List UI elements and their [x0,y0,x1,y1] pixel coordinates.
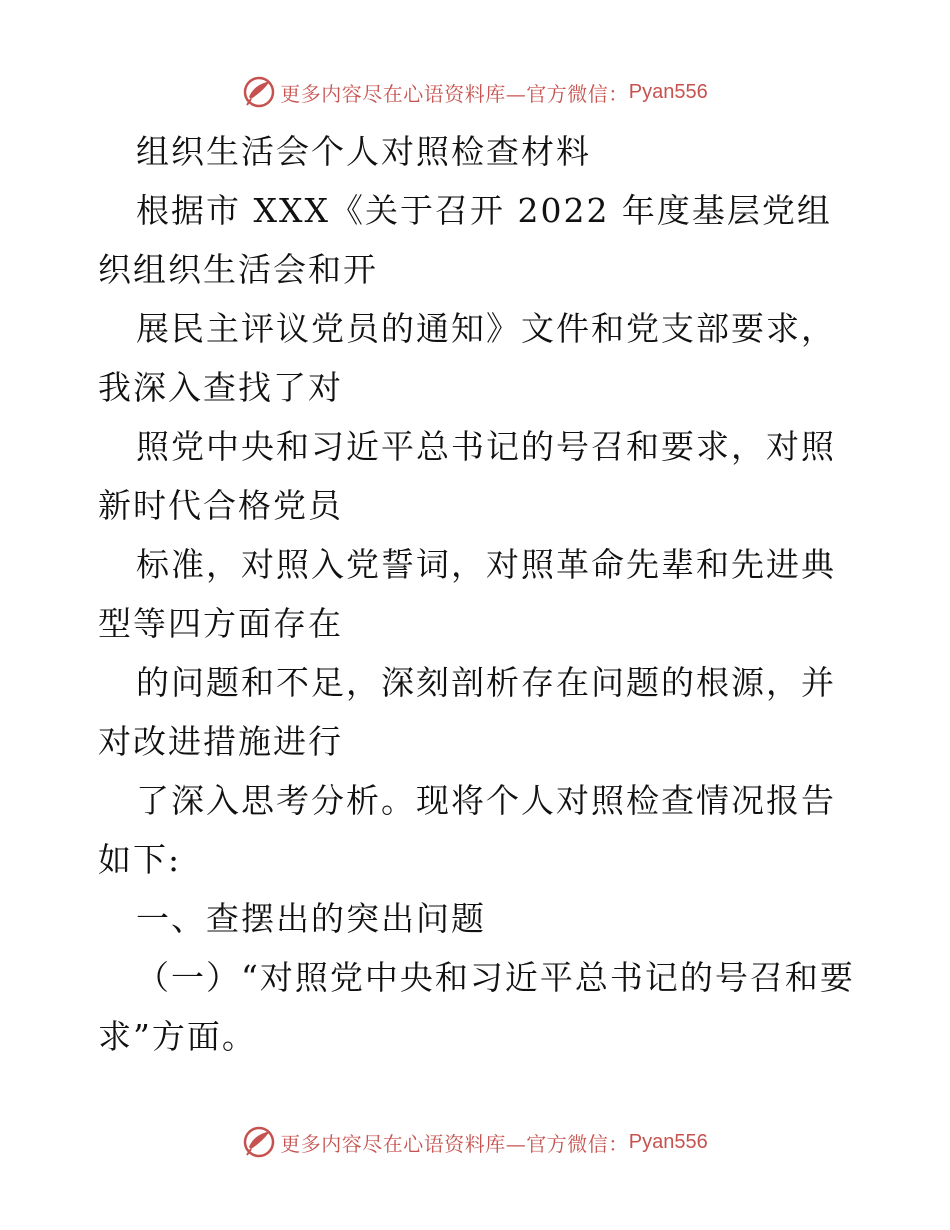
paragraph-2: 展民主评议党员的通知》文件和党支部要求，我深入查找了对 [98,309,836,407]
header-watermark [0,72,950,112]
watermark-wechat-id: Pyan556 [628,80,708,103]
footer-watermark [0,1122,950,1162]
document-title: 组织生活会个人对照检查材料 [136,132,591,171]
pen-logo-icon [242,75,276,109]
subsection-heading: （一）“对照党中央和习近平总书记的号召和要求”方面。 [98,958,855,1056]
paragraph-6: 了深入思考分析。现将个人对照检查情况报告如下: [98,781,836,879]
pen-logo-icon [242,1125,276,1159]
paragraph-5: 的问题和不足，深刻剖析存在问题的根源，并对改进措施进行 [98,663,836,761]
paragraph-3: 照党中央和习近平总书记的号召和要求，对照新时代合格党员 [98,427,836,525]
section-heading: 一、查摆出的突出问题 [136,899,486,938]
document-body [98,122,858,1066]
paragraph-1: 根据市 XXX《关于召开 2022 年度基层党组织组织生活会和开 [98,191,832,289]
paragraph-4: 标准，对照入党誓词，对照革命先辈和先进典型等四方面存在 [98,545,836,643]
watermark-wechat-id: Pyan556 [628,1130,708,1153]
watermark-text: 更多内容尽在心语资料库—官方微信： [280,81,629,106]
watermark-text: 更多内容尽在心语资料库—官方微信： [280,1131,629,1156]
